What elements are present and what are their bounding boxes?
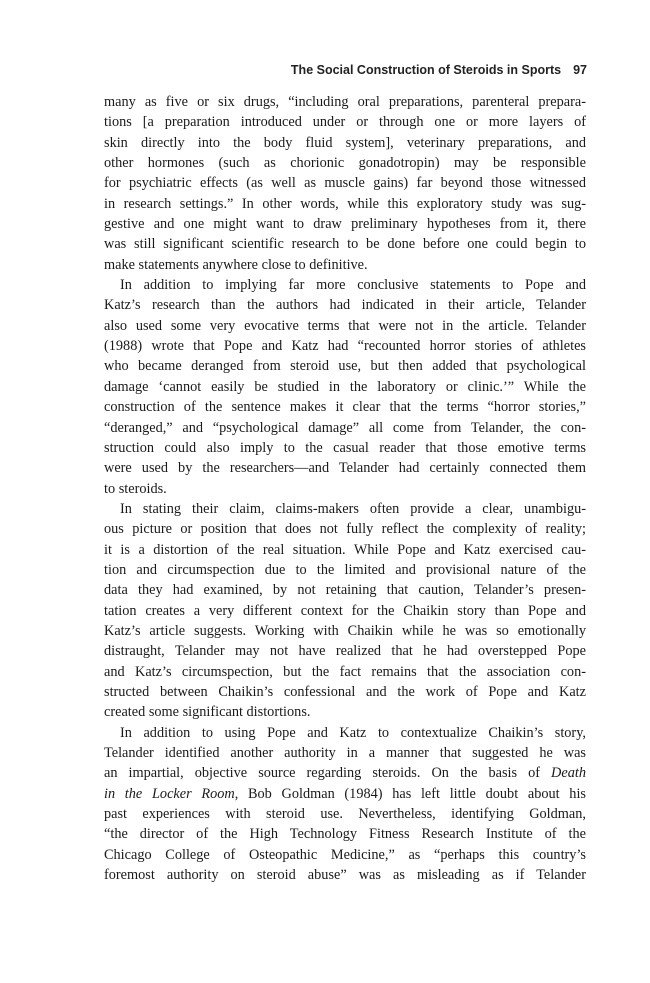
text-line: “deranged,” and “psychological damage” all come from Telander, the con-: [104, 419, 586, 436]
text-line: Telander identified another authority in a manner that suggested he was: [104, 745, 586, 761]
text-line: distraught, Telander may not have realized that he had overstepped Pope: [104, 643, 586, 660]
text-line: skin directly into the body fluid system], veterinary preparations, and: [104, 134, 586, 151]
text-line: foremost authority on steroid abuse” was as misleading as if Telander: [104, 867, 586, 884]
page-number: 97: [573, 63, 587, 77]
text-line: gestive and one might want to draw preliminary hypotheses from it, there: [104, 216, 586, 233]
text-line: construction of the sentence makes it clear that the terms “horror stories,”: [104, 399, 586, 416]
book-title-italic: in the Locker Room: [104, 785, 235, 802]
text-run: an impartial, objective source regarding steroids. On the basis of: [104, 765, 552, 782]
text-line: in research settings.” In other words, while this exploratory study was sug-: [104, 195, 586, 212]
text-line: [104, 763, 586, 783]
text-line: tions [a preparation introduced under or through one or more layers of: [104, 114, 586, 131]
text-line: In addition to using Pope and Katz to contextualize Chaikin’s story,: [120, 724, 586, 741]
text-line: tion and circumspection due to the limited and provisional nature of the: [104, 561, 586, 578]
text-line: [104, 784, 586, 804]
text-line: past experiences with steroid use. Nevertheless, identifying Goldman,: [104, 806, 586, 823]
text-line: many as five or six drugs, “including oral preparations, parenteral prepara-: [104, 94, 586, 110]
running-title: The Social Construction of Steroids in Sports: [290, 63, 562, 77]
text-line: ous picture or position that does not fully reflect the complexity of reality;: [104, 521, 586, 538]
text-line: struction could also imply to the casual reader that those emotive terms: [104, 439, 586, 456]
text-line: Katz’s research than the authors had indicated in their article, Telander: [104, 297, 586, 314]
paragraph-2: [104, 275, 586, 499]
body-text: [104, 92, 586, 885]
text-line: created some significant distortions.: [104, 704, 311, 721]
book-title-italic: Death: [551, 765, 586, 782]
paragraph-1: [104, 92, 586, 275]
text-line: In addition to implying far more conclusive statements to Pope and: [120, 277, 586, 294]
text-line: (1988) wrote that Pope and Katz had “recounted horror stories of athletes: [104, 338, 586, 355]
text-line: and Katz’s circumspection, but the fact remains that the association con-: [104, 663, 586, 680]
text-line: who became deranged from steroid use, but then added that psychological: [104, 358, 586, 375]
text-line: was still significant scientific research to be done before one could begin to: [104, 236, 586, 253]
text-line: it is a distortion of the real situation. While Pope and Katz exercised cau-: [104, 541, 586, 558]
text-line: make statements anywhere close to definitive.: [104, 256, 368, 273]
text-run: , Bob Goldman (1984) has left little doubt about his: [234, 785, 586, 802]
text-line: to steroids.: [104, 480, 167, 497]
paragraph-4: [104, 723, 586, 886]
text-line: were used by the researchers—and Telander had certainly connected them: [104, 460, 586, 477]
paragraph-3: [104, 499, 586, 723]
text-line: Chicago College of Osteopathic Medicine,” as “perhaps this country’s: [104, 846, 586, 863]
text-line: other hormones (such as chorionic gonadotropin) may be responsible: [104, 155, 586, 172]
running-head: [291, 63, 587, 77]
text-line: damage ‘cannot easily be studied in the laboratory or clinic.’” While the: [104, 378, 586, 395]
text-line: data they had examined, by not retaining that caution, Telander’s presen-: [104, 582, 586, 599]
text-line: Katz’s article suggests. Working with Chaikin while he was so emotionally: [104, 622, 586, 639]
text-line: for psychiatric effects (as well as muscle gains) far beyond those witnessed: [104, 175, 586, 192]
text-line: structed between Chaikin’s confessional and the work of Pope and Katz: [104, 683, 586, 700]
text-line: tation creates a very different context for the Chaikin story than Pope and: [104, 602, 586, 619]
text-line: “the director of the High Technology Fitness Research Institute of the: [104, 826, 586, 843]
text-line: In stating their claim, claims-makers often provide a clear, unambigu-: [120, 500, 586, 517]
text-line: also used some very evocative terms that were not in the article. Telander: [104, 317, 586, 334]
